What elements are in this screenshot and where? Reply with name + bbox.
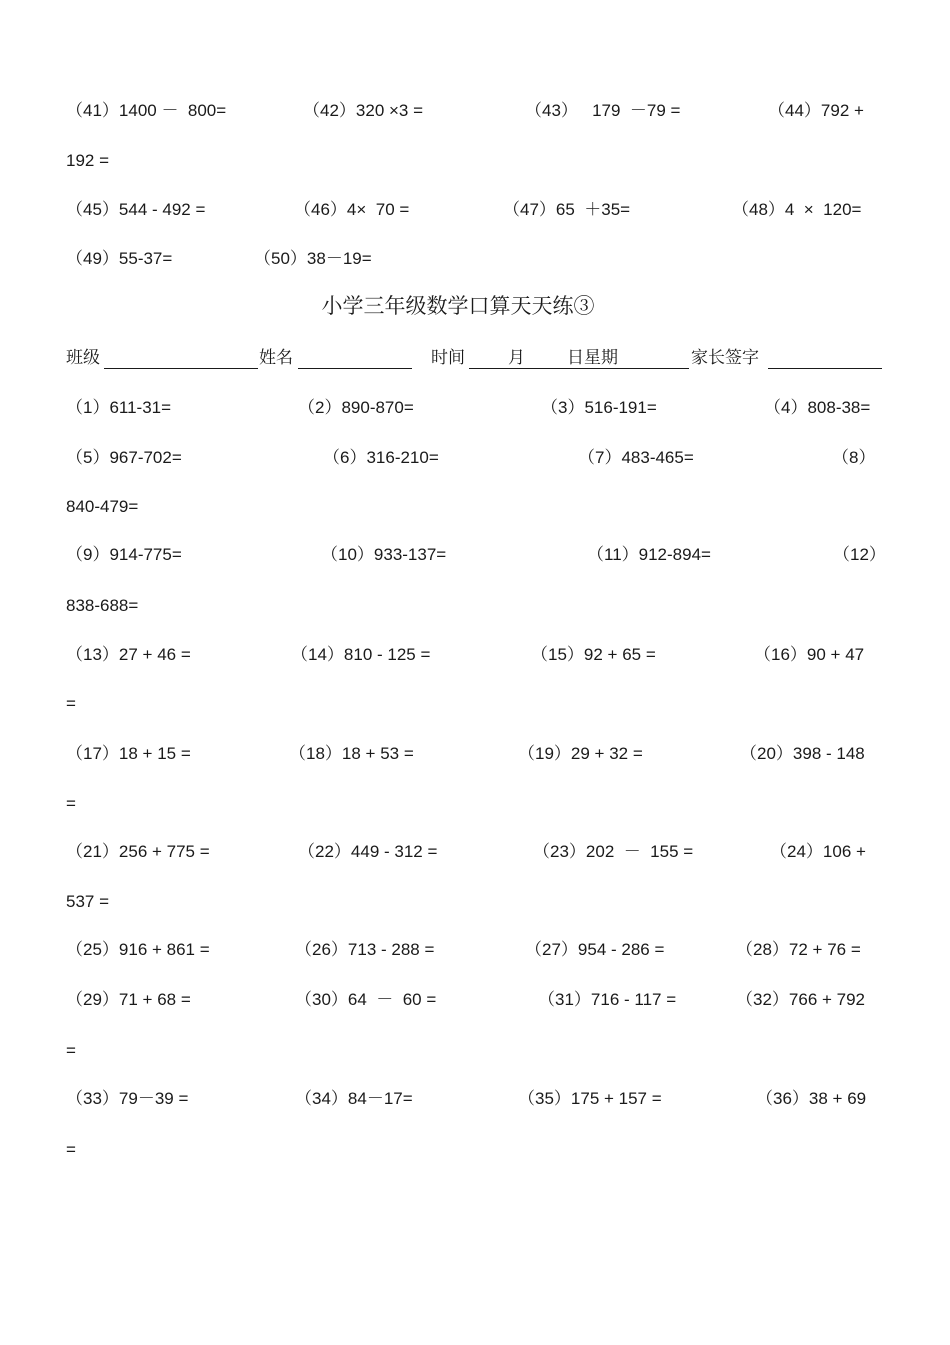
problem-26: （26）713 - 288 = xyxy=(295,940,435,959)
problem-23: （23）202 － 155 = xyxy=(533,842,694,861)
problem-41: （41）1400 － 800= xyxy=(66,101,227,120)
problem-50: （50）38－19= xyxy=(254,249,372,268)
problem-44-continued: 192 = xyxy=(66,151,110,170)
problem-11: （11）912-894= xyxy=(587,545,711,564)
problem-33: （33）79－39 = xyxy=(66,1089,189,1108)
problem-44: （44）792 + xyxy=(768,101,864,120)
problem-19: （19）29 + 32 = xyxy=(518,744,643,763)
problem-10: （10）933-137= xyxy=(321,545,447,564)
worksheet-title: 小学三年级数学口算天天练③ xyxy=(321,294,595,318)
problem-20-continued: = xyxy=(66,794,76,813)
problem-36: （36）38 + 69 xyxy=(756,1089,867,1108)
problem-25: （25）916 + 861 = xyxy=(66,940,210,959)
name-label: 姓名 xyxy=(259,348,293,367)
date-field[interactable] xyxy=(469,368,689,369)
problem-36-continued: = xyxy=(66,1140,76,1159)
problem-46: （46）4× 70 = xyxy=(294,200,410,219)
problem-32-continued: = xyxy=(66,1041,76,1060)
problem-4: （4）808-38= xyxy=(764,398,871,417)
parent-signature-field[interactable] xyxy=(768,368,882,369)
problem-3: （3）516-191= xyxy=(541,398,657,417)
problem-12: （12） xyxy=(833,545,886,564)
problem-21: （21）256 + 775 = xyxy=(66,842,210,861)
name-field[interactable] xyxy=(298,368,412,369)
problem-34: （34）84－17= xyxy=(295,1089,413,1108)
problem-8: （8） xyxy=(832,448,876,467)
class-label: 班级 xyxy=(66,348,100,367)
problem-42: （42）320 ×3 = xyxy=(303,101,424,120)
problem-16: （16）90 + 47 xyxy=(754,645,865,664)
problem-9: （9）914-775= xyxy=(66,545,182,564)
problem-32: （32）766 + 792 xyxy=(736,990,866,1009)
problem-17: （17）18 + 15 = xyxy=(66,744,191,763)
problem-49: （49）55-37= xyxy=(66,249,173,268)
problem-14: （14）810 - 125 = xyxy=(291,645,431,664)
problem-2: （2）890-870= xyxy=(298,398,414,417)
problem-22: （22）449 - 312 = xyxy=(298,842,438,861)
time-label: 时间 xyxy=(431,348,465,367)
month-label: 月 xyxy=(508,348,525,367)
problem-31: （31）716 - 117 = xyxy=(538,990,677,1009)
problem-12-continued: 838-688= xyxy=(66,596,139,615)
problem-43: （43） 179 －79 = xyxy=(525,101,681,120)
problem-47: （47）65 ＋35= xyxy=(503,200,631,219)
problem-5: （5）967-702= xyxy=(66,448,182,467)
problem-45: （45）544 - 492 = xyxy=(66,200,206,219)
class-field[interactable] xyxy=(104,368,258,369)
problem-48: （48）4 × 120= xyxy=(732,200,862,219)
problem-13: （13）27 + 46 = xyxy=(66,645,191,664)
day-week-label: 日星期 xyxy=(567,348,618,367)
problem-27: （27）954 - 286 = xyxy=(525,940,665,959)
problem-29: （29）71 + 68 = xyxy=(66,990,191,1009)
problem-6: （6）316-210= xyxy=(323,448,439,467)
problem-16-continued: = xyxy=(66,694,76,713)
problem-35: （35）175 + 157 = xyxy=(518,1089,662,1108)
problem-1: （1）611-31= xyxy=(66,398,172,417)
parent-signature-label: 家长签字 xyxy=(691,348,759,367)
problem-8-continued: 840-479= xyxy=(66,497,139,516)
problem-24: （24）106 + xyxy=(770,842,866,861)
problem-30: （30）64 － 60 = xyxy=(295,990,437,1009)
problem-24-continued: 537 = xyxy=(66,892,110,911)
problem-20: （20）398 - 148 xyxy=(740,744,865,763)
problem-28: （28）72 + 76 = xyxy=(736,940,861,959)
problem-18: （18）18 + 53 = xyxy=(289,744,414,763)
problem-15: （15）92 + 65 = xyxy=(531,645,656,664)
problem-7: （7）483-465= xyxy=(578,448,694,467)
